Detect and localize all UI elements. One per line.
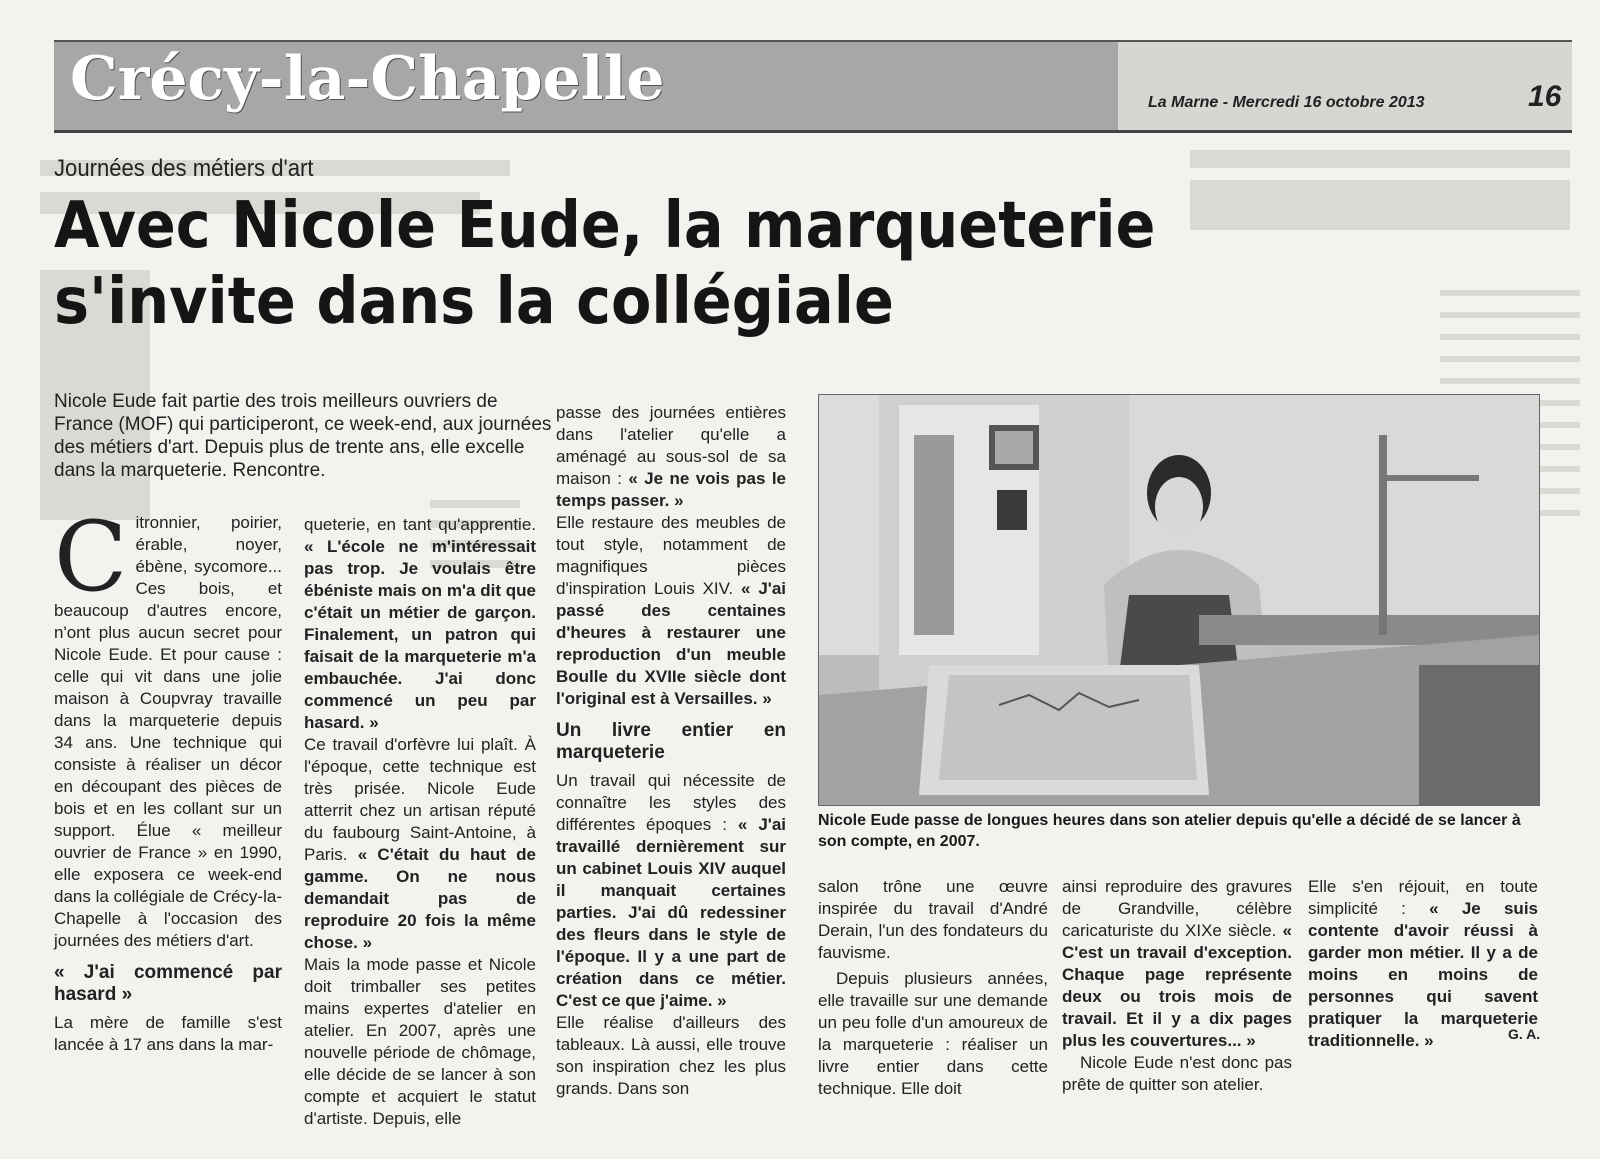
- column-text: salon trône une œuvre inspirée du travail d'André Derain, l'un des fondateurs du fauvisme.: [818, 877, 1048, 962]
- quote-text: « J'ai passé des centaines d'heures à restaurer une reproduction d'un meuble Boulle du XVIIe siècle dont l'original est à Versailles. »: [556, 579, 786, 708]
- column-text: Depuis plusieurs années, elle travaille sur une demande un peu folle d'un amoureux de la marqueterie : réaliser un livre entier dans cette technique. Elle doit: [818, 969, 1048, 1098]
- page-number: 16: [1528, 80, 1562, 113]
- column-text: La mère de famille s'est lancée à 17 ans dans la mar-: [54, 1013, 282, 1054]
- publication-date: La Marne - Mercredi 16 octobre 2013: [1148, 94, 1425, 111]
- column-text: ainsi reproduire des gravures de Grandville, célèbre caricaturiste du XIXe siècle.: [1062, 877, 1292, 940]
- column-text: Elle restaure des meubles de tout style, notamment de magnifiques pièces d'inspiration Louis XIV.: [556, 513, 786, 598]
- headline-line-1: Avec Nicole Eude, la marqueterie: [54, 189, 1156, 263]
- column-text: passe des journées entières dans l'atelier qu'elle a aménagé au sous-sol de sa maison :: [556, 403, 786, 488]
- section-title: Crécy-la-Chapelle: [70, 44, 665, 114]
- article-column-2: [304, 514, 536, 1130]
- quote-text: « Je ne vois pas le temps passer. »: [556, 469, 786, 510]
- article-column-5: [1062, 876, 1292, 1096]
- quote-text: « L'école ne m'intéressait pas trop. Je voulais être ébéniste mais on m'a dit que c'était un métier de garçon. Finalement, un patron qui faisait de la marqueterie m'a embauchée. J'ai donc commencé un peu par hasard. »: [304, 537, 536, 732]
- subheading: Un livre entier en marqueterie: [556, 720, 786, 763]
- article-column-3: [556, 402, 786, 1100]
- author-signature: G. A.: [1508, 1026, 1541, 1042]
- photo-caption: Nicole Eude passe de longues heures dans son atelier depuis qu'elle a décidé de se lancer à son compte, en 2007.: [818, 812, 1521, 850]
- article-lead: Nicole Eude fait partie des trois meilleurs ouvriers de France (MOF) qui participeront, ce week-end, aux journées des métiers d'art. Depuis plus de trente ans, elle excelle dans la marqueterie. Rencontre.: [54, 391, 552, 481]
- article-kicker: Journées des métiers d'art: [54, 155, 314, 182]
- column-text: Mais la mode passe et Nicole doit trimballer ses petites mains expertes d'atelier en atelier. En 2007, après une nouvelle période de chômage, elle décide de se lancer à son compte et acquiert le statut d'artiste. Depuis, elle: [304, 955, 536, 1128]
- headline-line-2: s'invite dans la collégiale: [54, 265, 894, 339]
- column-text: Un travail qui nécessite de connaître les styles des différentes époques :: [556, 771, 786, 834]
- column-text: Ce travail d'orfèvre lui plaît. À l'époque, cette technique est très prisée. Nicole Eude atterrit chez un artisan réputé du faubourg Saint-Antoine, à Paris.: [304, 735, 536, 864]
- column-text: itronnier, poirier, érable, noyer, ébène, sycomore... Ces bois, et beaucoup d'autres encore, n'ont plus aucun secret pour Nicole Eude. Et pour cause : celle qui vit dans une jolie maison à Coupvray travaille dans la marqueterie depuis 34 ans. Une technique qui consiste à réaliser un décor en découpant des pièces de bois et en les collant sur un support. Élue « meilleur ouvrier de France » en 1990, elle exposera ce week-end dans la collégiale de Crécy-la-Chapelle à l'occasion des journées des métiers d'art.: [54, 513, 282, 950]
- column-text: Elle réalise d'ailleurs des tableaux. Là aussi, elle trouve son inspiration chez les plus grands. Dans son: [556, 1013, 786, 1098]
- column-text: Nicole Eude n'est donc pas prête de quitter son atelier.: [1062, 1053, 1292, 1094]
- subheading: « J'ai commencé par hasard »: [54, 962, 282, 1005]
- quote-text: « C'était du haut de gamme. On ne nous demandait pas de reproduire 20 fois la même chose. »: [304, 845, 536, 952]
- header-date-band: [1118, 42, 1572, 130]
- article-column-4: [818, 876, 1048, 1100]
- section-header: [54, 40, 1572, 133]
- article-photo: [818, 394, 1540, 806]
- column-text: queterie, en tant qu'apprentie.: [304, 515, 536, 534]
- drop-cap: C: [54, 501, 128, 613]
- workshop-photo-illustration: [819, 395, 1539, 805]
- quote-text: « Je suis contente d'avoir réussi à garder mon métier. Il y a de moins en moins de personnes qui savent pratiquer la marqueterie traditionnelle. »: [1308, 899, 1538, 1050]
- article-headline: [54, 188, 1250, 340]
- quote-text: « C'est un travail d'exception. Chaque page représente deux ou trois mois de travail. Et il y a dix pages plus les couvertures... »: [1062, 921, 1292, 1050]
- article-column-6: [1308, 876, 1541, 1052]
- column-text: Elle s'en réjouit, en toute simplicité :: [1308, 877, 1538, 918]
- article-column-1: [54, 501, 282, 1056]
- quote-text: « J'ai travaillé dernièrement sur un cabinet Louis XIV auquel il manquait certaines parties. J'ai dû redessiner des fleurs dans le style de l'époque. Il y a une part de création dans ce métier. C'est ce que j'aime. »: [556, 815, 786, 1010]
